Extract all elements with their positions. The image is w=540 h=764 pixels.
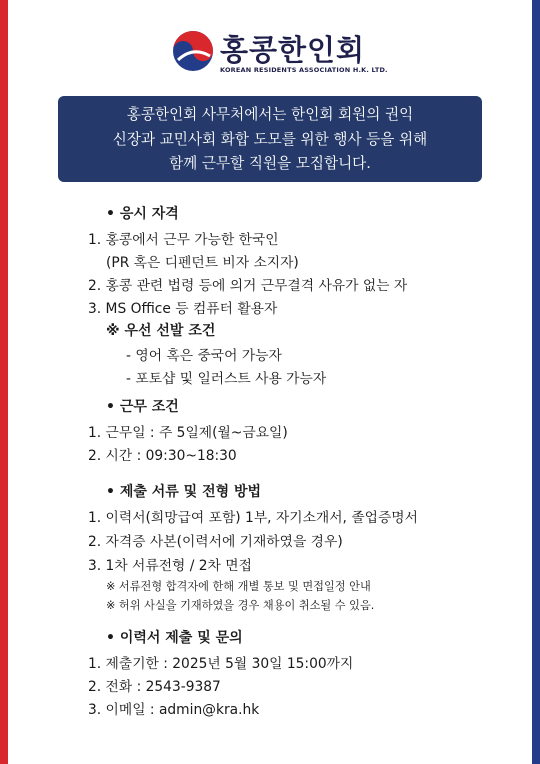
list-item: 2. 전화 : 2543-9387: [88, 679, 221, 695]
list-item: 1. 근무일 : 주 5일제(월~금요일): [88, 425, 288, 441]
list-item: 2. 시간 : 09:30~18:30: [88, 448, 237, 464]
banner-line: 홍콩한인회 사무처에서는 한인회 회원의 권익: [126, 106, 414, 123]
conditions-heading: • 근무 조건: [106, 399, 179, 415]
right-blue-border: [532, 0, 540, 764]
list-item: 2. 자격증 사본(이력서에 기재하였을 경우): [88, 534, 343, 550]
list-item: 1. 이력서(희망급여 포함) 1부, 자기소개서, 졸업증명서: [88, 510, 418, 526]
list-item: 3. 1차 서류전형 / 2차 면접: [88, 558, 252, 574]
taegeuk-logo-icon: [172, 30, 214, 72]
association-logo: [172, 26, 388, 80]
list-item: 2. 홍콩 관련 법령 등에 의거 근무결격 사유가 없는 자: [88, 278, 408, 294]
list-item: - 영어 혹은 중국어 가능자: [126, 348, 282, 364]
list-item: (PR 혹은 디펜던트 비자 소지자): [106, 255, 299, 271]
list-item: 1. 제출기한 : 2025년 5월 30일 15:00까지: [88, 656, 354, 672]
contact-heading: • 이력서 제출 및 문의: [106, 630, 243, 646]
banner-line: 신장과 교민사회 화합 도모를 위한 행사 등을 위해: [112, 130, 428, 148]
logo-subtitle: KOREAN RESIDENTS ASSOCIATION H.K. LTD.: [220, 66, 388, 74]
qualifications-heading: • 응시 자격: [106, 206, 179, 222]
left-red-border: [0, 0, 8, 764]
note: ※ 서류전형 합격자에 한해 개별 통보 및 면접일정 안내: [106, 580, 371, 593]
preference-heading: ※ 우선 선발 조건: [106, 323, 216, 339]
documents-heading: • 제출 서류 및 전형 방법: [106, 484, 262, 500]
banner-line: 함께 근무할 직원을 모집합니다.: [169, 155, 371, 172]
logo-name: 홍콩한인회: [220, 33, 366, 67]
intro-banner: [58, 96, 482, 182]
list-item: 3. 이메일 : admin@kra.hk: [88, 702, 260, 718]
list-item: 3. MS Office 등 컴퓨터 활용자: [88, 301, 278, 317]
list-item: 1. 홍콩에서 근무 가능한 한국인: [88, 232, 279, 248]
list-item: - 포토샵 및 일러스트 사용 가능자: [126, 371, 327, 387]
note: ※ 허위 사실을 기재하였을 경우 채용이 취소될 수 있음.: [106, 599, 375, 612]
